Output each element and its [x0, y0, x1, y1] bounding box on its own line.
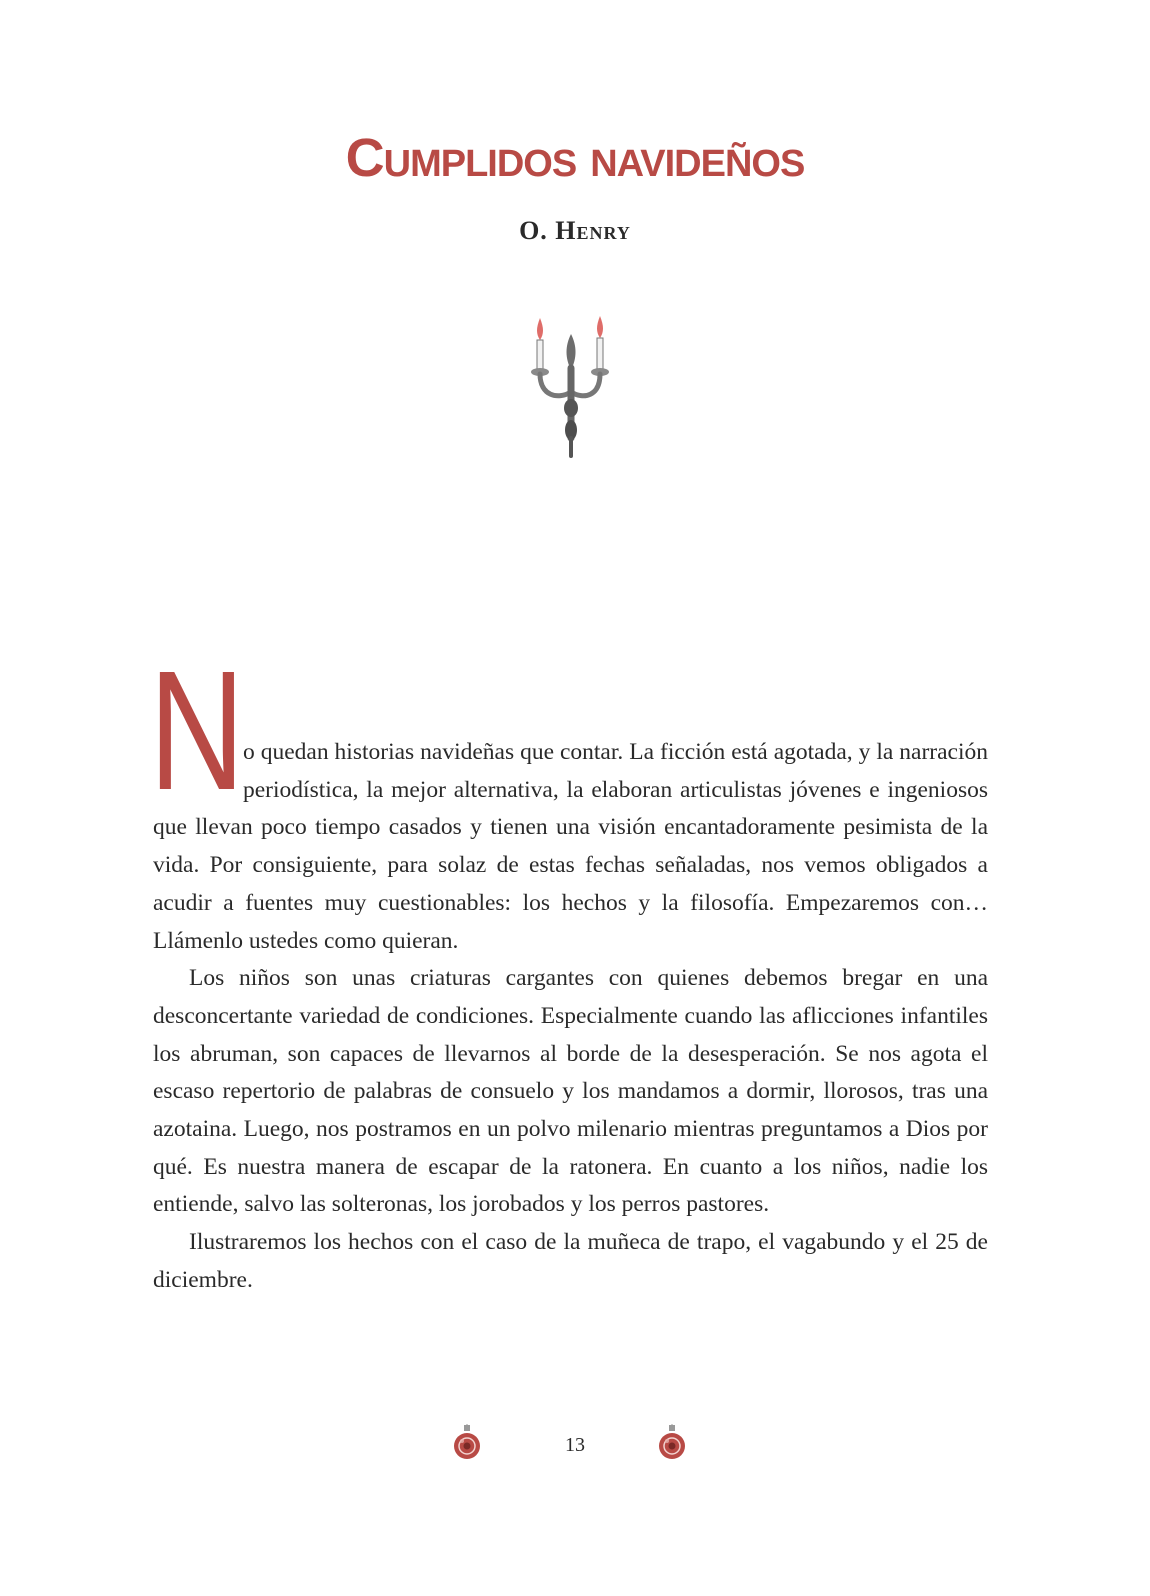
christmas-bauble-icon	[657, 1424, 687, 1464]
paragraph-1	[149, 636, 988, 960]
drop-cap: N	[149, 636, 245, 826]
candelabra-icon	[528, 312, 614, 460]
chapter-title: Cumplidos navideños	[345, 128, 805, 188]
paragraph-1-text: o quedan historias navideñas que contar. La ficción está agotada, y la narración periodística, la mejor alternativa, la elaboran articulistas jóvenes e ingeniosos que llevan poco tiempo casados y tienen una visión encantadoramente pesimista de la vida. Por consiguiente, para solaz de estas fechas señaladas, nos vemos obligados a acudir a fuentes muy cuestionables: los hechos y la filosofía. Empezaremos con… Llámenlo ustedes como quieran.	[153, 739, 988, 954]
page-footer	[0, 1420, 1150, 1480]
paragraph-2: Los niños son unas criaturas cargantes con quienes debemos bregar en una desconcertante variedad de condiciones. Especialmente cuando las aflicciones infantiles los abruman, son capaces de llevarnos al borde de la desesperación. Se nos agota el escaso repertorio de palabras de consuelo y los mandamos a dormir, llorosos, tras una azotaina. Luego, nos postramos en un polvo milenario mientras preguntamos a Dios por qué. Es nuestra manera de escapar de la ratonera. En cuanto a los niños, nadie los entiende, salvo las solteronas, los jorobados y los perros pastores.	[153, 965, 988, 1218]
body-text	[149, 636, 988, 1300]
paragraph-3: Ilustraremos los hechos con el caso de la muñeca de trapo, el vagabundo y el 25 de diciembre.	[153, 1229, 988, 1293]
chapter-author: O. Henry	[519, 216, 631, 245]
page-number: 13	[565, 1434, 585, 1456]
